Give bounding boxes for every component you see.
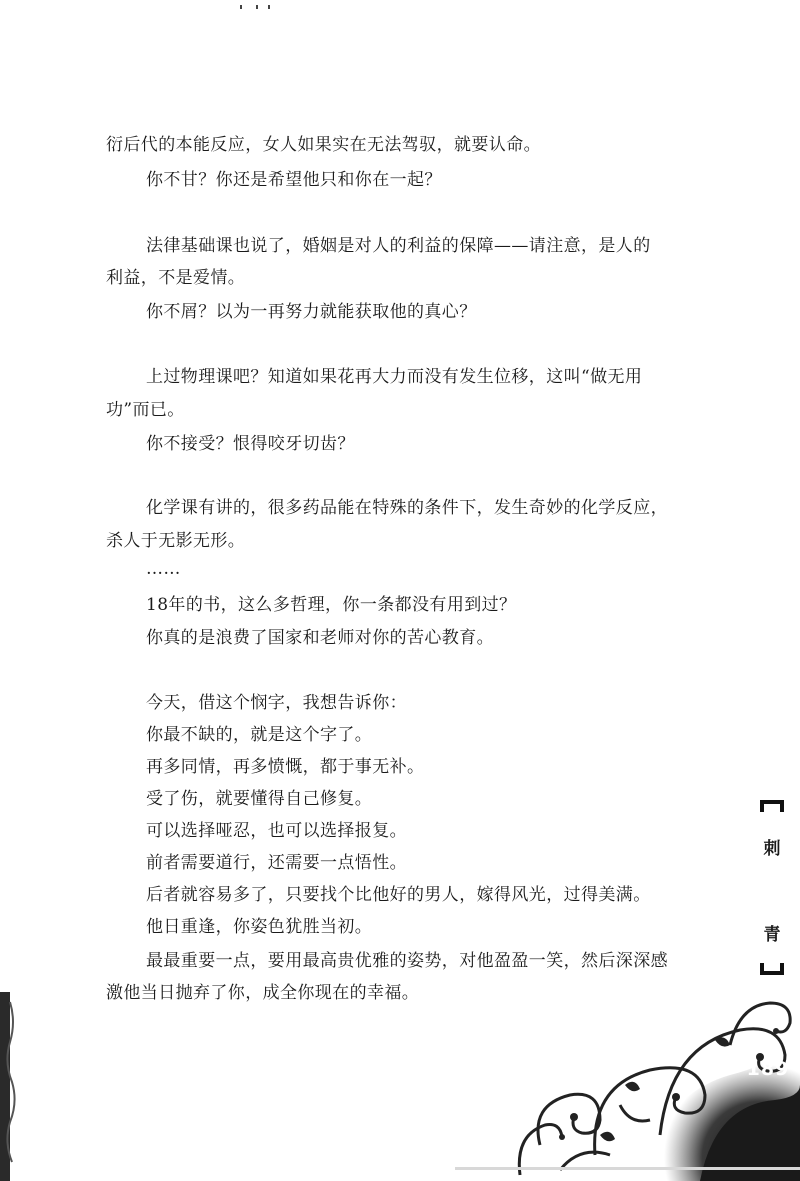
text-line: 今天，借这个悯字，我想告诉你： (146, 693, 407, 713)
text-line: 法律基础课也说了，婚姻是对人的利益的保障——请注意，是人的 (146, 236, 651, 256)
left-edge-strip (0, 992, 18, 1181)
text-line: 你真的是浪费了国家和老师对你的苦心教育。 (146, 628, 494, 648)
text-line: 你不接受？恨得咬牙切齿？ (146, 434, 355, 454)
text-line: 可以选择哑忍，也可以选择报复。 (146, 821, 407, 841)
text-line: 受了伤，就要懂得自己修复。 (146, 789, 373, 809)
text-line: 最最重要一点，要用最高贵优雅的姿势，对他盈盈一笑，然后深深感 (146, 951, 668, 971)
scan-mark (238, 2, 274, 12)
side-title-char: 刺 (763, 839, 781, 859)
text-line: 他日重逢，你姿色犹胜当初。 (146, 917, 373, 937)
bracket-top (760, 800, 784, 812)
text-line: 你最不缺的，就是这个字了。 (146, 725, 373, 745)
text-line: 后者就容易多了，只要找个比他好的男人，嫁得风光，过得美满。 (146, 885, 651, 905)
text-line: 18年的书，这么多哲理，你一条都没有用到过？ (146, 595, 517, 615)
text-line: 功”而已。 (106, 400, 185, 420)
text-line: 你不甘？你还是希望他只和你在一起？ (146, 170, 442, 190)
side-title-char: 青 (763, 925, 781, 945)
text-line: 杀人于无影无形。 (106, 531, 246, 551)
text-line: …… (146, 559, 181, 579)
side-title (752, 800, 792, 975)
text-line: 上过物理课吧？知道如果花再大力而没有发生位移，这叫“做无用 (146, 367, 643, 387)
text-line: 化学课有讲的，很多药品能在特殊的条件下，发生奇妙的化学反应， (146, 498, 668, 518)
page-number: 189 (746, 1058, 790, 1080)
text-line: 你不屑？以为一再努力就能获取他的真心？ (146, 302, 477, 322)
text-line: 衍后代的本能反应，女人如果实在无法驾驭，就要认命。 (106, 135, 541, 155)
text-line: 激他当日抛弃了你，成全你现在的幸福。 (106, 983, 420, 1003)
bottom-rule (455, 1167, 800, 1170)
bracket-bottom (760, 963, 784, 975)
text-line: 利益，不是爱情。 (106, 268, 246, 288)
text-line: 再多同情，再多愤慨，都于事无补。 (146, 757, 425, 777)
text-line: 前者需要道行，还需要一点悟性。 (146, 853, 407, 873)
swirl-ornament (500, 985, 800, 1181)
